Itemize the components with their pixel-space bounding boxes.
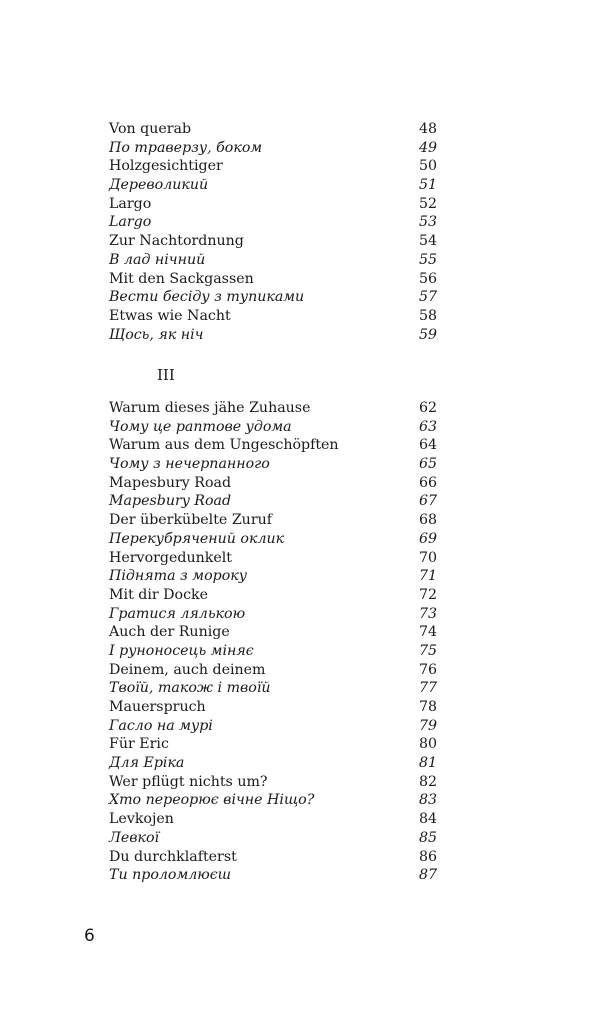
toc-entry-translation	[109, 866, 437, 885]
toc-entry-translation	[109, 288, 437, 307]
toc-entry-page-number: 55	[418, 251, 437, 268]
toc-entry-title: Mapesbury Road	[109, 474, 232, 491]
toc-entry-page-number: 76	[418, 661, 437, 678]
toc-entry-title: Чому це раптове удома	[109, 418, 292, 435]
toc-entry-translation	[109, 492, 437, 511]
toc-entry-translation	[109, 530, 437, 549]
toc-entry-translation	[109, 326, 437, 345]
toc-entry-translation	[109, 139, 437, 158]
toc-entry-original	[109, 773, 437, 792]
toc-entry-title: Für Eric	[109, 736, 169, 753]
toc-entry-original	[109, 120, 437, 139]
toc-entry-title: Дереволикий	[109, 177, 209, 194]
toc-entry-page-number: 51	[418, 177, 437, 194]
toc-entry-translation	[109, 176, 437, 195]
toc-entry-page-number: 58	[418, 307, 437, 324]
toc-entry-original	[109, 735, 437, 754]
toc-entry-title: Deinem, auch deinem	[109, 661, 266, 678]
toc-entry-translation	[109, 791, 437, 810]
toc-entry-title: Zur Nachtordnung	[109, 233, 244, 250]
toc-entry-page-number: 75	[418, 642, 437, 659]
toc-entry-page-number: 53	[418, 214, 437, 231]
toc-entry-page-number: 64	[418, 437, 437, 454]
toc-entry-title: Von querab	[109, 121, 192, 137]
toc-entry-title: Mit den Sackgassen	[109, 270, 254, 287]
toc-entry-translation	[109, 642, 437, 661]
toc-entry-title: Largo	[109, 195, 152, 212]
toc-entry-translation	[109, 455, 437, 474]
toc-entry-title: Wer pflügt nichts um?	[109, 773, 268, 790]
toc-entry-original	[109, 195, 437, 214]
toc-entry-title: Левкої	[109, 829, 160, 846]
toc-entry-page-number: 73	[418, 605, 437, 622]
toc-entry-page-number: 63	[418, 418, 437, 435]
toc-entry-original	[109, 549, 437, 568]
toc-entry-title: Твоїй, також і твоїй	[109, 680, 271, 697]
toc-entry-page-number: 71	[418, 568, 437, 585]
toc-entry-page-number: 65	[418, 456, 437, 473]
toc-entry-page-number: 66	[418, 474, 437, 491]
toc-entry-title: Etwas wie Nacht	[109, 307, 231, 324]
toc-list-part-3	[109, 399, 437, 885]
toc-entry-translation	[109, 567, 437, 586]
toc-entry-translation	[109, 754, 437, 773]
toc-entry-original	[109, 307, 437, 326]
toc-entry-title: Holzgesichtiger	[109, 158, 223, 175]
toc-entry-original	[109, 511, 437, 530]
toc-entry-title: Вести бесіду з тупиками	[109, 289, 305, 306]
toc-entry-page-number: 82	[418, 773, 437, 790]
toc-entry-title: Mapesbury Road	[109, 493, 232, 510]
toc-entry-original	[109, 623, 437, 642]
toc-entry-page-number: 84	[418, 811, 437, 828]
toc-entry-page-number: 49	[418, 139, 437, 156]
toc-entry-title: Warum aus dem Ungeschöpften	[109, 437, 339, 454]
toc-entry-original	[109, 586, 437, 605]
toc-entry-page-number: 72	[418, 586, 437, 603]
toc-entry-page-number: 57	[418, 289, 437, 306]
toc-entry-title: Der überkübelte Zuruf	[109, 512, 272, 529]
toc-list-part-2	[109, 120, 437, 344]
toc-entry-title: І руноносець міняє	[109, 642, 254, 659]
toc-entry-title: В лад нічний	[109, 251, 206, 268]
toc-entry-title: Щось, як ніч	[109, 326, 204, 343]
toc-entry-page-number: 50	[418, 158, 437, 175]
toc-entry-translation	[109, 829, 437, 848]
toc-entry-original	[109, 698, 437, 717]
toc-entry-title: Mit dir Docke	[109, 586, 209, 603]
toc-entry-page-number: 74	[418, 624, 437, 641]
toc-entry-translation	[109, 418, 437, 437]
toc-entry-page-number: 79	[418, 717, 437, 734]
toc-entry-title: Auch der Runige	[109, 624, 230, 641]
toc-entry-page-number: 67	[418, 493, 437, 510]
toc-entry-title: Гратися лялькою	[109, 605, 246, 622]
toc-entry-original	[109, 810, 437, 829]
toc-entry-title: Du durchklafterst	[109, 848, 237, 865]
toc-entry-title: Ти проломлюєш	[109, 867, 232, 884]
toc-entry-title: Для Еріка	[109, 755, 185, 772]
toc-entry-original	[109, 661, 437, 680]
toc-entry-page-number: 70	[418, 549, 437, 566]
toc-entry-title: Перекубрячений оклик	[109, 530, 285, 547]
toc-entry-page-number: 59	[418, 326, 437, 343]
toc-entry-page-number: 81	[418, 755, 437, 772]
toc-entry-page-number: 80	[418, 736, 437, 753]
toc-entry-title: Levkojen	[109, 811, 174, 828]
toc-entry-page-number: 83	[418, 792, 437, 809]
toc-entry-title: Хто переорює вічне Ніщо?	[109, 792, 315, 809]
toc-entry-original	[109, 232, 437, 251]
toc-entry-page-number: 54	[418, 233, 437, 250]
toc-entry-original	[109, 270, 437, 289]
toc-entry-translation	[109, 251, 437, 270]
toc-entry-page-number: 78	[418, 699, 437, 715]
toc-entry-page-number: 85	[418, 829, 437, 846]
section-heading: III	[157, 366, 175, 384]
toc-entry-title: Warum dieses jähe Zuhause	[109, 400, 311, 416]
toc-entry-translation	[109, 679, 437, 698]
toc-entry-page-number: 87	[418, 867, 437, 884]
toc-entry-translation	[109, 605, 437, 624]
toc-entry-page-number: 62	[418, 400, 437, 416]
toc-entry-page-number: 68	[418, 512, 437, 529]
toc-entry-title: Чому з нечерпанного	[109, 456, 270, 473]
toc-entry-page-number: 69	[418, 530, 437, 547]
toc-entry-original	[109, 474, 437, 493]
toc-entry-translation	[109, 213, 437, 232]
toc-entry-original	[109, 157, 437, 176]
toc-entry-title: По траверзу, боком	[109, 139, 263, 156]
toc-entry-original	[109, 399, 437, 418]
toc-entry-title: Largo	[109, 214, 152, 231]
toc-entry-original	[109, 436, 437, 455]
toc-entry-title: Гасло на мурі	[109, 717, 213, 734]
toc-entry-page-number: 48	[418, 121, 437, 137]
toc-entry-title: Hervorgedunkelt	[109, 549, 232, 566]
toc-entry-translation	[109, 717, 437, 736]
toc-entry-page-number: 86	[418, 848, 437, 865]
toc-entry-original	[109, 848, 437, 867]
page-number: 6	[84, 926, 95, 946]
toc-entry-title: Піднята з мороку	[109, 568, 247, 585]
toc-entry-page-number: 77	[418, 680, 437, 697]
toc-entry-page-number: 56	[418, 270, 437, 287]
toc-entry-title: Mauerspruch	[109, 699, 206, 715]
toc-entry-page-number: 52	[418, 195, 437, 212]
